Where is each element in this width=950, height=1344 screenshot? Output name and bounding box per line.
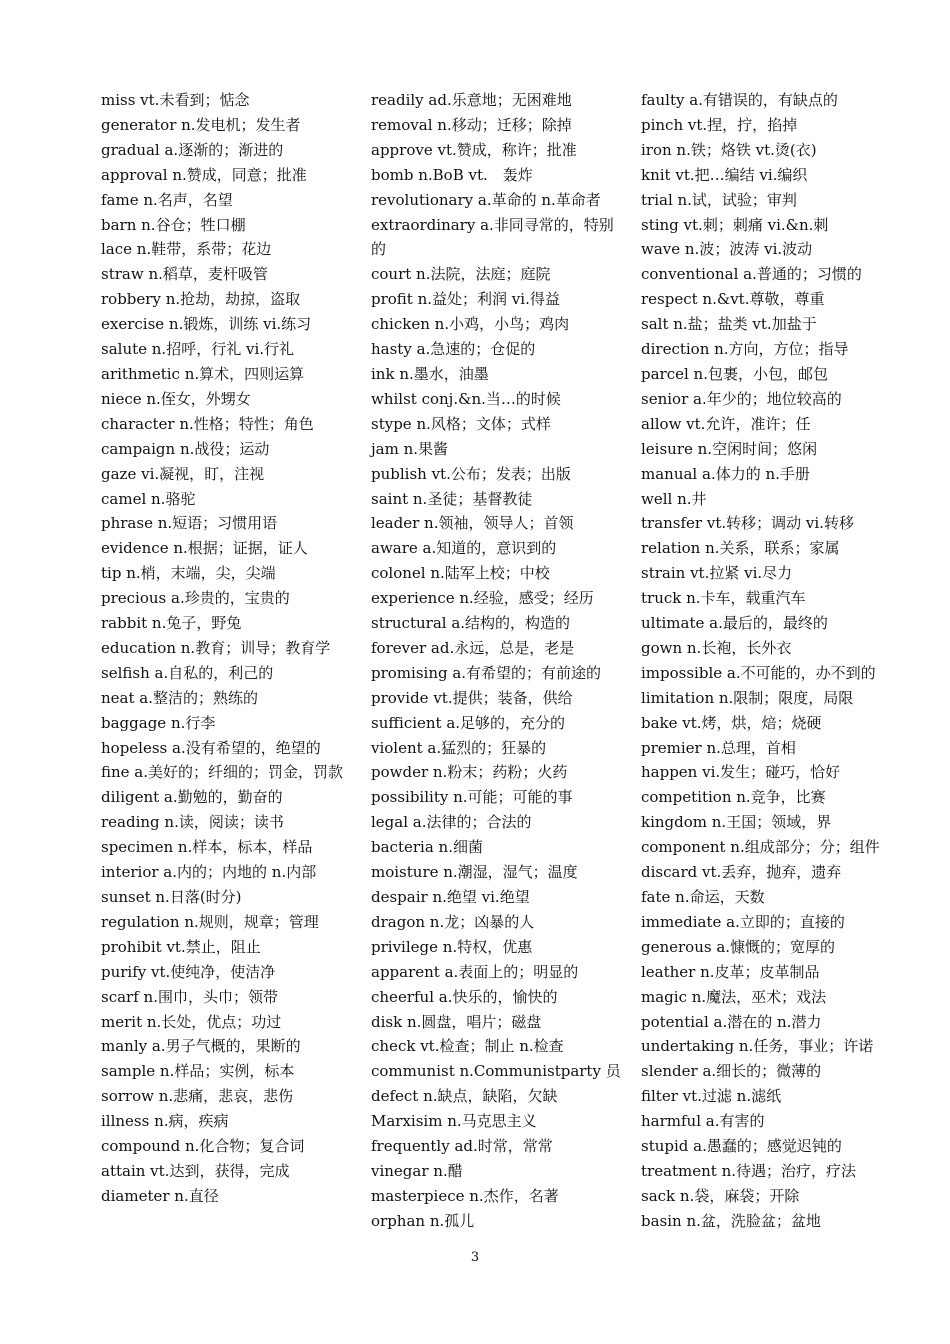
vocab-entry: purify vt.使纯净，使洁净 [101,962,276,981]
vocab-entry: moisture n.潮湿，湿气；温度 [371,863,578,882]
vocab-column-2 [371,88,623,1234]
vocab-entry: component n.组成部分；分；组件 [641,838,880,857]
vocab-entry: diligent a.勤勉的，勤奋的 [101,788,283,807]
vocab-entry: fine a.美好的；纤细的；罚金，罚款 [101,763,344,782]
vocab-entry: prohibit vt.禁止，阻止 [101,937,261,956]
vocab-entry: bomb n.BoB vt. 轰炸 [371,165,533,184]
vocab-entry: iron n.铁；烙铁 vt.烫(衣) [641,140,817,159]
vocab-entry: approval n.赞成，同意；批准 [101,165,307,184]
vocab-entry: merit n.长处，优点；功过 [101,1012,282,1031]
vocab-entry: stupid a.愚蠢的；感觉迟钝的 [641,1137,842,1156]
vocab-entry: filter vt.过滤 n.滤纸 [641,1087,782,1106]
vocab-entry: privilege n.特权，优惠 [371,937,533,956]
vocab-entry: fate n.命运，天数 [641,888,765,906]
vocab-entry: sunset n.日落(时分) [101,888,242,906]
vocab-entry: structural a.结构的，构造的 [371,614,571,633]
vocab-entry: regulation n.规则，规章；管理 [101,912,319,931]
vocab-entry: sample n.样品；实例，标本 [101,1062,295,1081]
vocab-entry: salute n.招呼，行礼 vi.行礼 [101,340,295,359]
vocab-entry: relation n.关系，联系；家属 [641,539,840,558]
vocab-entry: discard vt.丢弃，抛弃，遗弃 [641,863,842,882]
vocab-entry: defect n.缺点，缺陷，欠缺 [371,1087,558,1106]
vocab-entry: possibility n.可能；可能的事 [371,788,573,807]
vocab-entry: harmful a.有害的 [641,1112,765,1131]
vocab-entry: bake vt.烤，烘，焙；烧硬 [641,713,822,732]
vocab-entry: attain vt.达到，获得，完成 [101,1161,290,1180]
vocab-entry: education n.教育；训导；教育学 [101,638,331,657]
vocab-entry: manual a.体力的 n.手册 [641,464,810,483]
vocab-entry: campaign n.战役；运动 [101,439,270,458]
vocab-entry: robbery n.抢劫，劫掠，盗取 [101,290,301,309]
vocab-entry: phrase n.短语；习惯用语 [101,514,278,533]
vocab-entry: masterpiece n.杰作，名著 [371,1186,559,1205]
vocab-entry: arithmetic n.算术，四则运算 [101,364,305,383]
vocab-entry: powder n.粉末；药粉；火药 [371,763,568,782]
vocab-entry: dragon n.龙；凶暴的人 [371,912,535,931]
vocab-entry: magic n.魔法，巫术；戏法 [641,987,827,1006]
vocab-entry: hasty a.急速的；仓促的 [371,340,536,359]
vocab-entry: extraordinary a.非同寻常的，特别的 [371,215,614,259]
vocab-entry: removal n.移动；迁移；除掉 [371,115,572,134]
vocab-entry: premier n.总理，首相 [641,738,796,757]
vocab-entry: lace n.鞋带，系带；花边 [101,240,272,259]
vocab-entry: niece n.侄女，外甥女 [101,389,251,408]
vocab-entry: camel n.骆驼 [101,489,196,508]
vocab-entry: potential a.潜在的 n.潜力 [641,1012,822,1031]
vocab-entry: rabbit n.兔子，野兔 [101,614,242,633]
vocab-entry: compound n.化合物；复合词 [101,1137,305,1156]
page-number: 3 [470,1250,480,1265]
vocab-entry: jam n.果酱 [371,439,449,458]
vocab-entry: undertaking n.任务，事业；许诺 [641,1037,874,1056]
vocab-entry: sufficient a.足够的，充分的 [371,713,566,732]
vocab-entry: colonel n.陆军上校；中校 [371,564,550,583]
vocab-entry: selfish a.自私的，利己的 [101,663,274,682]
vocab-entry: saint n.圣徒；基督教徒 [371,489,533,508]
vocab-entry: interior a.内的；内地的 n.内部 [101,863,317,882]
vocab-entry: aware a.知道的，意识到的 [371,539,557,558]
vocab-entry: baggage n.行李 [101,713,216,732]
vocab-entry: sting vt.刺；刺痛 vi.&n.刺 [641,215,829,234]
vocab-entry: despair n.绝望 vi.绝望 [371,888,530,906]
vocab-entry: straw n.稻草，麦杆吸管 [101,265,268,284]
vocab-entry: direction n.方向，方位；指导 [641,340,849,359]
vocab-entry: orphan n.孤儿 [371,1211,475,1230]
vocab-entry: competition n.竞争，比赛 [641,788,826,807]
vocab-entry: barn n.谷仓；牲口棚 [101,215,246,234]
vocab-entry: respect n.&vt.尊敬，尊重 [641,290,825,309]
vocab-entry: apparent a.表面上的；明显的 [371,962,579,981]
vocab-column-1 [101,88,351,1209]
vocab-entry: reading n.读，阅读；读书 [101,813,284,832]
vocab-entry: vinegar n.醋 [371,1161,463,1180]
vocab-entry: revolutionary a.革命的 n.革命者 [371,190,601,209]
vocab-entry: treatment n.待遇；治疗，疗法 [641,1161,857,1180]
vocab-entry: sack n.袋，麻袋；开除 [641,1186,800,1205]
vocab-entry: experience n.经验，感受；经历 [371,589,594,608]
vocab-entry: neat a.整洁的；熟练的 [101,688,258,707]
vocab-entry: immediate a.立即的；直接的 [641,912,845,931]
vocab-entry: Marxisim n.马克思主义 [371,1112,537,1131]
vocab-column-3 [641,88,893,1234]
vocab-entry: chicken n.小鸡，小鸟；鸡肉 [371,315,570,334]
vocab-entry: well n.井 [641,489,707,508]
vocab-entry: exercise n.锻炼，训练 vi.练习 [101,315,312,334]
vocab-entry: impossible a.不可能的，办不到的 [641,663,876,682]
vocab-entry: parcel n.包裹，小包，邮包 [641,364,828,383]
vocab-entry: readily ad.乐意地；无困难地 [371,91,572,109]
vocab-entry: legal a.法律的；合法的 [371,813,532,832]
vocab-entry: kingdom n.王国；领域，界 [641,813,832,832]
vocab-entry: senior a.年少的；地位较高的 [641,389,842,408]
vocab-entry: frequently ad.时常，常常 [371,1137,553,1156]
vocab-entry: salt n.盐；盐类 vt.加盐于 [641,315,817,334]
vocab-entry: tip n.梢，末端，尖，尖端 [101,564,276,583]
vocab-entry: knit vt.把…编结 vi.编织 [641,165,808,184]
vocab-entry: limitation n.限制；限度，局限 [641,688,854,707]
vocab-entry: faulty a.有错误的，有缺点的 [641,91,838,109]
vocab-entry: basin n.盆，洗脸盆；盆地 [641,1211,821,1230]
vocab-entry: truck n.卡车，载重汽车 [641,589,806,608]
vocab-entry: check vt.检查；制止 n.检查 [371,1037,564,1056]
vocab-entry: forever ad.永远，总是，老是 [371,638,575,657]
vocab-entry: leader n.领袖，领导人；首领 [371,514,574,533]
vocab-entry: wave n.波；波涛 vi.波动 [641,240,813,259]
vocab-entry: gradual a.逐渐的；渐进的 [101,140,284,159]
vocab-entry: sorrow n.悲痛，悲哀，悲伤 [101,1087,294,1106]
vocab-entry: approve vt.赞成，称许；批准 [371,140,577,159]
vocab-entry: ultimate a.最后的，最终的 [641,614,828,633]
vocab-entry: bacteria n.细菌 [371,838,483,857]
vocab-entry: miss vt.未看到；惦念 [101,91,250,109]
vocab-entry: publish vt.公布；发表；出版 [371,464,571,483]
vocab-entry: character n.性格；特性；角色 [101,414,314,433]
vocab-entry: slender a.细长的；微薄的 [641,1062,822,1081]
vocab-entry: stype n.风格；文体；式样 [371,414,551,433]
vocab-entry: evidence n.根据；证据，证人 [101,539,308,558]
vocab-entry: conventional a.普通的；习惯的 [641,265,862,284]
vocab-entry: leisure n.空闲时间；悠闲 [641,439,818,458]
vocab-entry: disk n.圆盘，唱片；磁盘 [371,1012,542,1031]
vocab-entry: precious a.珍贵的，宝贵的 [101,589,290,608]
vocab-entry: pinch vt.捏，拧，掐掉 [641,115,798,134]
vocab-entry: profit n.益处；利润 vi.得益 [371,290,560,309]
vocab-entry: generous a.慷慨的；宽厚的 [641,937,836,956]
vocab-entry: gown n.长袍，长外衣 [641,638,792,657]
vocab-entry: transfer vt.转移；调动 vi.转移 [641,514,854,533]
vocab-entry: diameter n.直径 [101,1186,219,1205]
vocab-entry: illness n.病，疾病 [101,1112,229,1131]
vocab-entry: ink n.墨水，油墨 [371,364,489,383]
vocab-entry: provide vt.提供；装备，供给 [371,688,573,707]
vocab-entry: court n.法院，法庭；庭院 [371,265,551,284]
vocab-entry: cheerful a.快乐的，愉快的 [371,987,558,1006]
vocab-entry: manly a.男子气概的，果断的 [101,1037,301,1056]
vocab-entry: whilst conj.&n.当…的时候 [371,389,561,408]
vocab-entry: specimen n.样本，标本，样品 [101,838,313,857]
vocab-entry: violent a.猛烈的；狂暴的 [371,738,547,757]
vocab-entry: fame n.名声，名望 [101,190,233,209]
vocab-entry: leather n.皮革；皮革制品 [641,962,820,981]
vocab-entry: happen vi.发生；碰巧，恰好 [641,763,841,782]
vocab-entry: gaze vi.凝视，盯，注视 [101,464,265,483]
vocab-entry: allow vt.允许，准许；任 [641,414,811,433]
vocab-entry: strain vt.拉紧 vi.尽力 [641,564,793,583]
vocab-entry: promising a.有希望的；有前途的 [371,663,602,682]
vocab-entry: hopeless a.没有希望的，绝望的 [101,738,321,757]
vocab-entry: generator n.发电机；发生者 [101,115,301,134]
vocab-entry: scarf n.围巾，头巾；领带 [101,987,278,1006]
vocab-entry: trial n.试，试验；审判 [641,190,797,209]
vocab-entry: communist n.Communistparty 员 [371,1062,621,1081]
